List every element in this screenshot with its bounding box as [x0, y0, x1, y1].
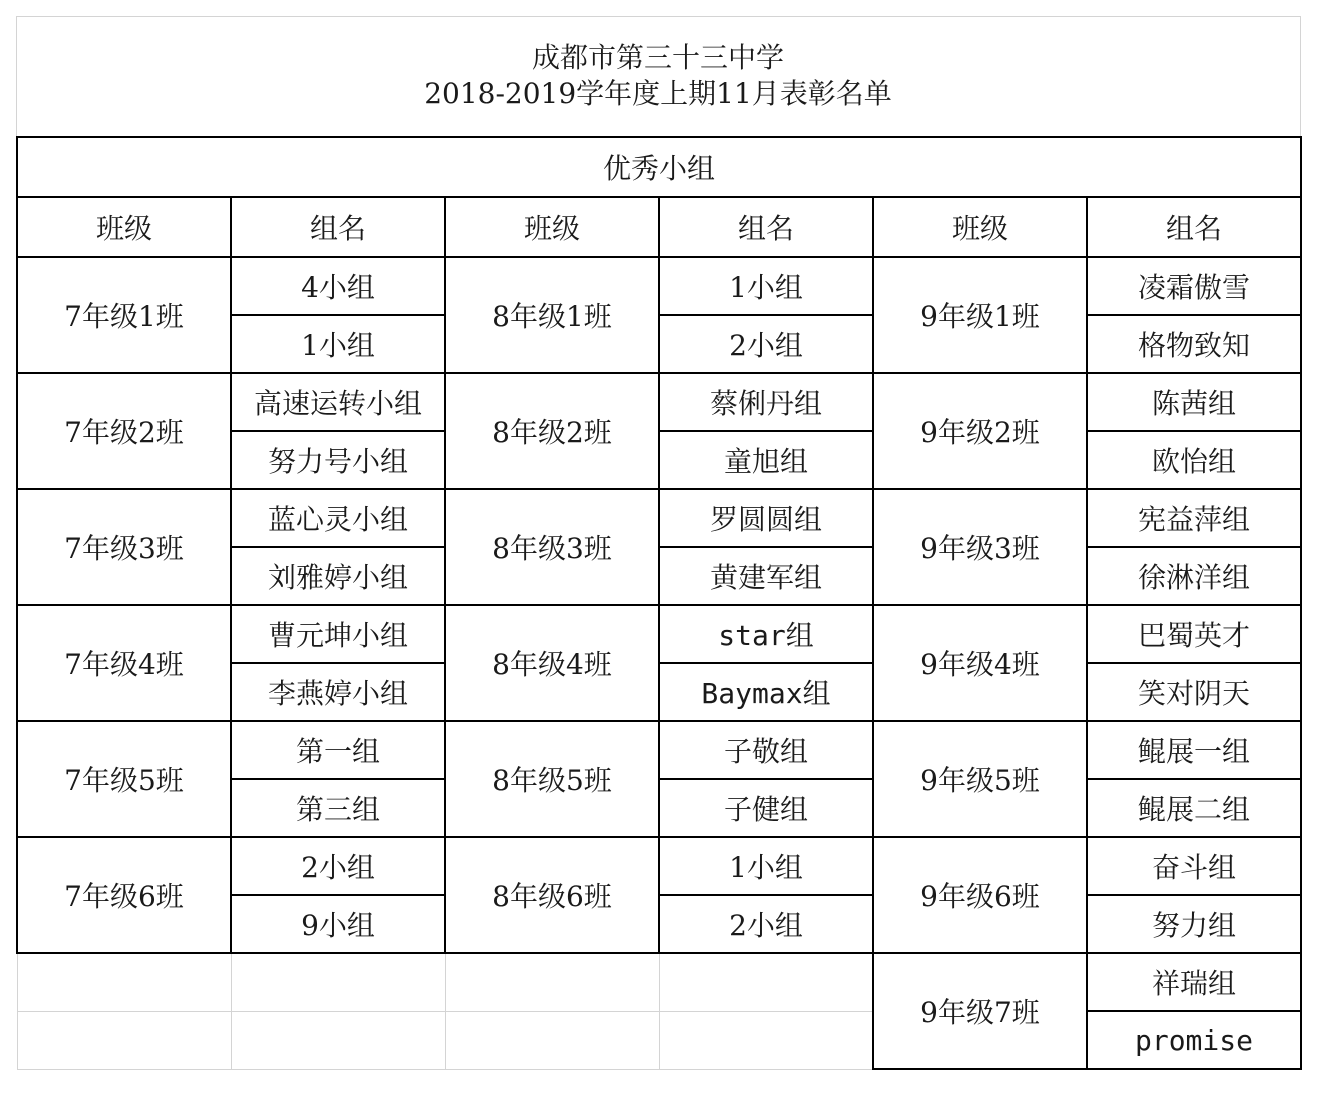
empty-cell — [445, 953, 659, 1011]
group-cell: 宪益萍组 — [1087, 489, 1301, 547]
grid-line-right — [1300, 16, 1301, 136]
header-class: 班级 — [445, 197, 659, 257]
class-cell: 7年级2班 — [17, 373, 231, 489]
group-cell: 黄建军组 — [659, 547, 873, 605]
group-cell: 第一组 — [231, 721, 445, 779]
class-cell: 7年级4班 — [17, 605, 231, 721]
class-cell: 9年级3班 — [873, 489, 1087, 605]
group-cell: 陈茜组 — [1087, 373, 1301, 431]
class-cell: 9年级5班 — [873, 721, 1087, 837]
class-cell: 8年级4班 — [445, 605, 659, 721]
group-cell: 罗圆圆组 — [659, 489, 873, 547]
list-title: 2018-2019学年度上期11月表彰名单 — [424, 77, 892, 110]
header-group: 组名 — [231, 197, 445, 257]
empty-cell — [17, 953, 231, 1011]
header-class: 班级 — [873, 197, 1087, 257]
group-cell: 努力号小组 — [231, 431, 445, 489]
class-cell: 7年级3班 — [17, 489, 231, 605]
group-cell: 第三组 — [231, 779, 445, 837]
header-group: 组名 — [1087, 197, 1301, 257]
group-cell: 子敬组 — [659, 721, 873, 779]
class-cell: 8年级5班 — [445, 721, 659, 837]
empty-cell — [17, 1011, 231, 1069]
group-cell: 9小组 — [231, 895, 445, 953]
group-cell: 奋斗组 — [1087, 837, 1301, 895]
group-cell: 李燕婷小组 — [231, 663, 445, 721]
group-cell: 1小组 — [659, 837, 873, 895]
empty-cell — [231, 953, 445, 1011]
class-cell: 8年级2班 — [445, 373, 659, 489]
document-title — [16, 16, 1300, 136]
group-cell: 蓝心灵小组 — [231, 489, 445, 547]
award-table — [16, 136, 1302, 1070]
group-cell: 祥瑞组 — [1087, 953, 1301, 1011]
group-cell: 笑对阴天 — [1087, 663, 1301, 721]
group-cell: Baymax组 — [659, 663, 873, 721]
group-cell: 2小组 — [659, 315, 873, 373]
group-cell: 1小组 — [231, 315, 445, 373]
group-cell: 子健组 — [659, 779, 873, 837]
empty-cell — [445, 1011, 659, 1069]
group-cell: 童旭组 — [659, 431, 873, 489]
section-title: 优秀小组 — [17, 137, 1301, 197]
empty-cell — [659, 1011, 873, 1069]
group-cell: 努力组 — [1087, 895, 1301, 953]
group-cell: 徐淋洋组 — [1087, 547, 1301, 605]
class-cell: 9年级4班 — [873, 605, 1087, 721]
header-group: 组名 — [659, 197, 873, 257]
group-cell: 4小组 — [231, 257, 445, 315]
group-cell: star组 — [659, 605, 873, 663]
school-name: 成都市第三十三中学 — [531, 41, 784, 74]
group-cell: 刘雅婷小组 — [231, 547, 445, 605]
group-cell: 蔡俐丹组 — [659, 373, 873, 431]
class-cell: 9年级1班 — [873, 257, 1087, 373]
group-cell: 欧怡组 — [1087, 431, 1301, 489]
group-cell: 1小组 — [659, 257, 873, 315]
class-cell: 7年级5班 — [17, 721, 231, 837]
group-cell: 格物致知 — [1087, 315, 1301, 373]
group-cell: promise — [1087, 1011, 1301, 1069]
class-cell: 8年级3班 — [445, 489, 659, 605]
group-cell: 曹元坤小组 — [231, 605, 445, 663]
class-cell: 7年级6班 — [17, 837, 231, 953]
group-cell: 高速运转小组 — [231, 373, 445, 431]
class-cell: 8年级6班 — [445, 837, 659, 953]
class-cell: 8年级1班 — [445, 257, 659, 373]
class-cell: 7年级1班 — [17, 257, 231, 373]
header-class: 班级 — [17, 197, 231, 257]
class-cell: 9年级6班 — [873, 837, 1087, 953]
empty-cell — [659, 953, 873, 1011]
class-cell: 9年级7班 — [873, 953, 1087, 1069]
group-cell: 2小组 — [659, 895, 873, 953]
group-cell: 鲲展二组 — [1087, 779, 1301, 837]
group-cell: 鲲展一组 — [1087, 721, 1301, 779]
empty-cell — [231, 1011, 445, 1069]
class-cell: 9年级2班 — [873, 373, 1087, 489]
group-cell: 巴蜀英才 — [1087, 605, 1301, 663]
group-cell: 2小组 — [231, 837, 445, 895]
group-cell: 凌霜傲雪 — [1087, 257, 1301, 315]
